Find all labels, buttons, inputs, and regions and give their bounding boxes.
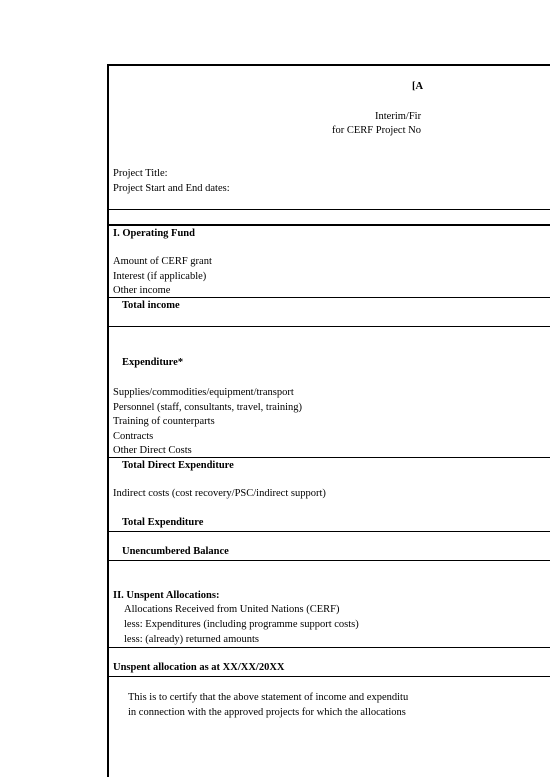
expenditure-item: Other Direct Costs [113, 445, 192, 456]
divider [109, 224, 550, 226]
report-subtitle-2: for CERF Project No [332, 125, 421, 136]
divider [109, 297, 550, 298]
divider [109, 647, 550, 648]
divider [109, 676, 550, 677]
divider [109, 326, 550, 327]
operating-fund-heading: I. Operating Fund [113, 228, 195, 239]
total-income-label: Total income [122, 300, 180, 311]
income-item: Interest (if applicable) [113, 271, 207, 282]
unspent-item: less: Expenditures (including programme support costs) [124, 619, 359, 630]
expenditure-item: Contracts [113, 431, 154, 442]
project-dates-label: Project Start and End dates: [113, 183, 230, 194]
divider [109, 560, 550, 561]
expenditure-item: Personnel (staff, consultants, travel, training) [113, 402, 303, 413]
unspent-item: Allocations Received from United Nations (CERF) [124, 604, 340, 615]
project-title-label: Project Title: [113, 168, 168, 179]
unspent-item: less: (already) returned amounts [124, 634, 259, 645]
income-item: Other income [113, 285, 171, 296]
divider [109, 457, 550, 458]
annex-label: [A [412, 81, 424, 92]
total-expenditure-label: Total Expenditure [122, 517, 204, 528]
certification-line-1: This is to certify that the above statement of income and expenditu [128, 692, 409, 703]
expenditure-heading: Expenditure* [122, 357, 184, 368]
unspent-allocation-total-label: Unspent allocation as at XX/XX/20XX [113, 662, 285, 673]
divider [109, 531, 550, 532]
indirect-costs-label: Indirect costs (cost recovery/PSC/indirect support) [113, 488, 326, 499]
expenditure-item: Training of counterparts [113, 416, 215, 427]
unspent-allocations-heading: II. Unspent Allocations: [113, 590, 220, 601]
unencumbered-balance-label: Unencumbered Balance [122, 546, 229, 557]
report-subtitle-1: Interim/Fir [375, 111, 422, 122]
certification-line-2: in connection with the approved projects for which the allocations [128, 707, 406, 718]
expenditure-item: Supplies/commodities/equipment/transport [113, 387, 294, 398]
income-item: Amount of CERF grant [113, 256, 212, 267]
divider [109, 209, 550, 210]
total-direct-expenditure-label: Total Direct Expenditure [122, 460, 234, 471]
